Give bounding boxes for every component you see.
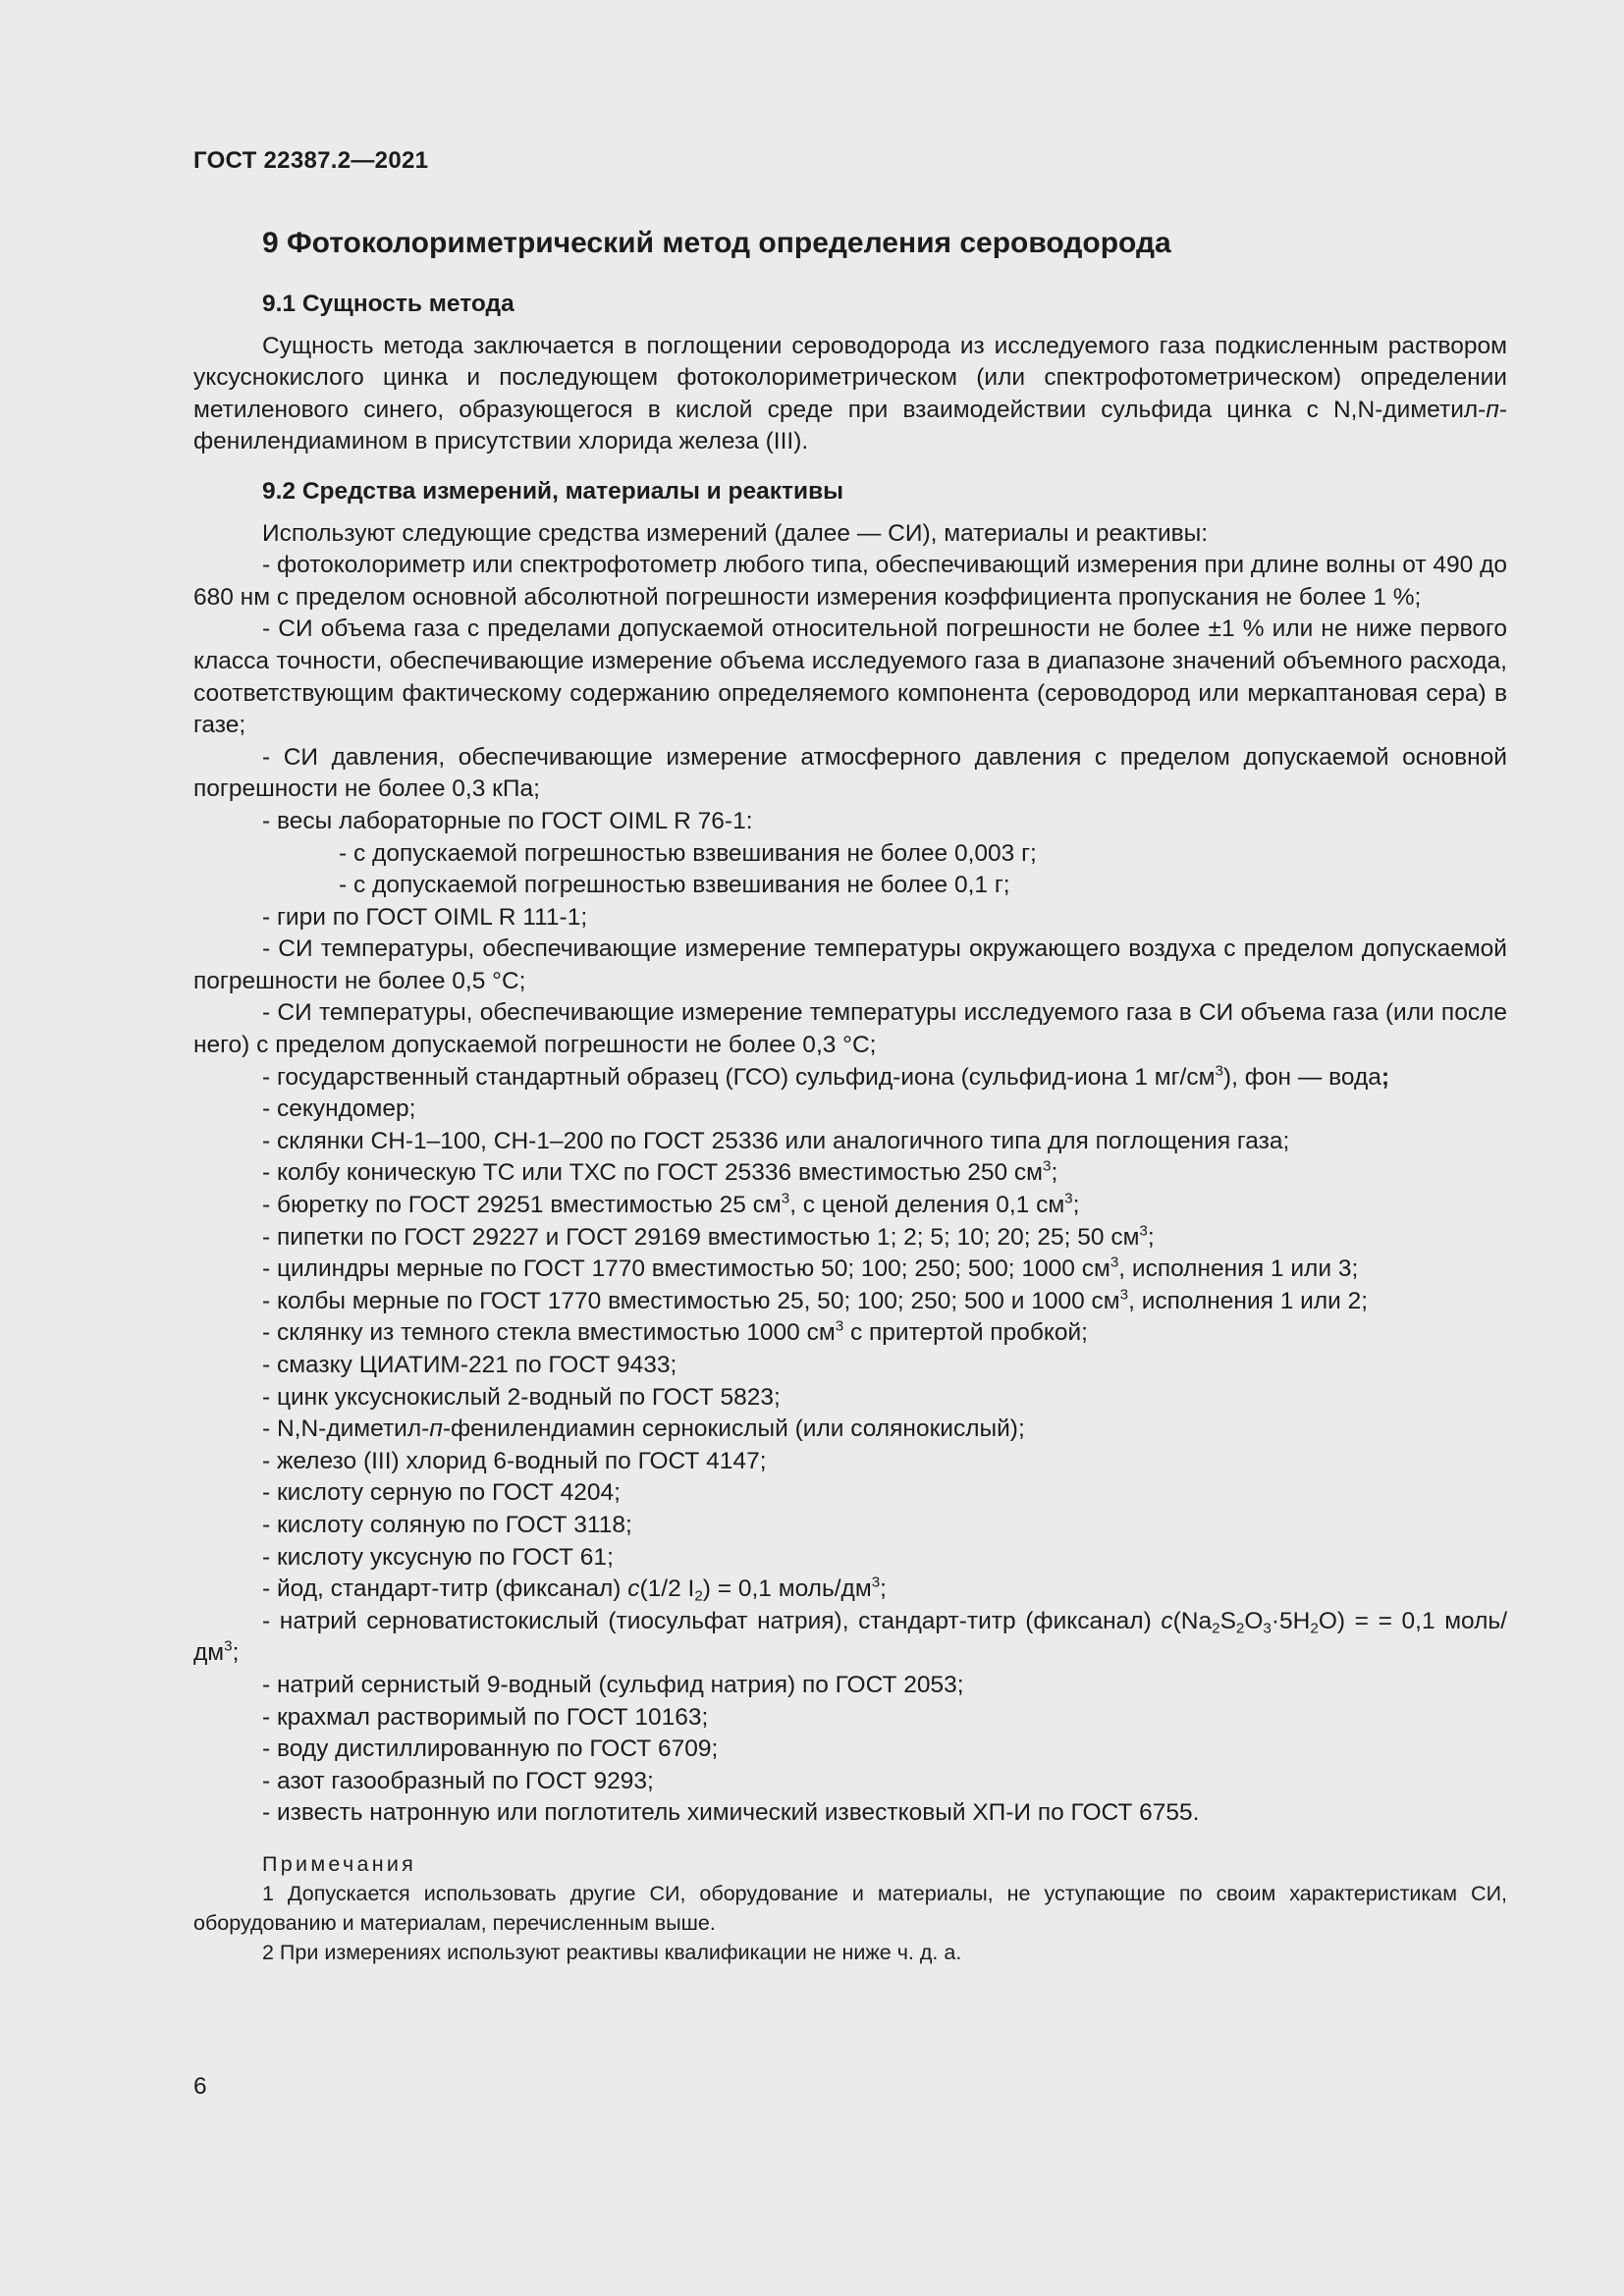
list-item: - кислоту соляную по ГОСТ 3118; [262,1511,632,1538]
list-item: - СИ температуры, обеспечивающие измерение температуры окружающего воздуха с пределом допускаемой погрешности не более 0,5 °С; [193,935,1507,994]
list-item: - склянки СН-1–100, СН-1–200 по ГОСТ 25336 или аналогичного типа для поглощения газа; [262,1127,1290,1154]
list-item: - бюретку по ГОСТ 29251 вместимостью 25 $см^3$, с ценой деления 0,1 $см^3$; [262,1190,1080,1219]
paragraph-intro: Используют следующие средства измерений (далее — СИ), материалы и реактивы: [262,519,1209,547]
list-item: - пипетки по ГОСТ 29227 и ГОСТ 29169 вместимостью 1; 2; 5; 10; 20; 25; 50 $см^3$; [262,1222,1155,1251]
list-item: - йод, стандарт-титр (фиксанал) c(1/2 $I_2) = 0,1$ моль/$дм^3$; [262,1574,887,1605]
list-item: - весы лабораторные по ГОСТ OIML R 76-1: [262,807,753,834]
notes-heading: Примечания [262,1851,417,1876]
list-item: - смазку ЦИАТИМ-221 по ГОСТ 9433; [262,1352,677,1378]
page-content [193,224,1507,1967]
list-item: - натрий серноватистокислый (тиосульфат натрия), стандарт-титр (фиксанал) $c(Na_2S_2O_3\cdot 5H_2O)$ = = 0,1 моль/$дм^3$; [193,1607,1508,1667]
list-item: - СИ объема газа с пределами допускаемой относительной погрешности не более ±1 % или не ниже первого класса точности, обеспечивающие измерение объема исследуемого газа в диапазоне значений объемного расхода, соответствующим фактическому содержанию определяемого компонента (сероводород или меркаптановая сера) в газе; [193,615,1507,739]
list-item: - N,N-диметил-п-фенилендиамин сернокислый (или солянокислый); [262,1415,1025,1443]
document-code: ГОСТ 22387.2—2021 [193,147,429,174]
list-item: - известь натронную или поглотитель химический известковый ХП-И по ГОСТ 6755. [262,1799,1200,1827]
section-title: 9 Фотоколориметрический метод определения сероводорода [262,227,1171,259]
list-item: - колбы мерные по ГОСТ 1770 вместимостью 25, 50; 100; 250; 500 и 1000 $см^3$, исполнения 1 или 2; [262,1286,1369,1314]
page-number: 6 [193,2073,207,2100]
list-item: - государственный стандартный образец (ГСО) сульфид-иона (сульфид-иона 1 $мг/см^3$), фон — вода; [262,1062,1390,1091]
list-item: - железо (III) хлорид 6-водный по ГОСТ 4147; [262,1447,767,1474]
list-item: - СИ температуры, обеспечивающие измерение температуры исследуемого газа в СИ объема газа (или после него) с пределом допускаемой погрешности не более 0,3 °С; [193,999,1507,1059]
list-item: - натрий сернистый 9-водный (сульфид натрия) по ГОСТ 2053; [262,1671,964,1698]
list-item: - азот газообразный по ГОСТ 9293; [262,1767,654,1794]
list-item: - воду дистиллированную по ГОСТ 6709; [262,1735,719,1763]
list-item: - секундомер; [262,1095,416,1123]
list-item: - фотоколориметр или спектрофотометр любого типа, обеспечивающий измерения при длине волны от 490 до 680 нм с пределом основной абсолютной погрешности измерения коэффициента пропускания не более 1 %; [193,552,1507,611]
list-item: - склянку из темного стекла вместимостью 1000 $см^3$ с притертой пробкой; [262,1318,1088,1347]
sub-list-item: - с допускаемой погрешностью взвешивания не более 0,003 г; [339,839,1037,867]
list-item: - СИ давления, обеспечивающие измерение атмосферного давления с пределом допускаемой основной погрешности не более 0,3 кПа; [193,743,1507,803]
list-item: - гири по ГОСТ OIML R 111-1; [262,903,588,931]
list-item: - колбу коническую ТС или ТХС по ГОСТ 25336 вместимостью 250 $см^3$; [262,1158,1058,1187]
subsection-title-9-1: 9.1 Сущность метода [262,291,514,317]
note-item: 2 При измерениях используют реактивы квалификации не ниже ч. д. а. [262,1940,962,1964]
list-item: - кислоту уксусную по ГОСТ 61; [262,1543,614,1571]
subsection-title-9-2: 9.2 Средства измерений, материалы и реактивы [262,477,844,505]
list-item: - крахмал растворимый по ГОСТ 10163; [262,1703,709,1731]
list-item: - цилиндры мерные по ГОСТ 1770 вместимостью 50; 100; 250; 500; 1000 $см^3$, исполнения 1 или 3; [262,1254,1359,1283]
paragraph-method-essence: Сущность метода заключается в поглощении сероводорода из исследуемого газа подкисленным раствором уксуснокислого цинка и последующем фотоколориметрическом (или спектрофотометрическом) определении метиленового синего, образующегося в кислой среде при взаимодействии сульфида цинка с N,N-диметил-п-фенилендиамином в присутствии хлорида железа (III). [193,332,1507,455]
list-item: - кислоту серную по ГОСТ 4204; [262,1479,621,1507]
list-item: - цинк уксуснокислый 2-водный по ГОСТ 5823; [262,1383,781,1411]
note-item: 1 Допускается использовать другие СИ, оборудование и материалы, не уступающие по своим характеристикам СИ, оборудованию и материалам, перечисленным выше. [193,1881,1507,1935]
sub-list-item: - с допускаемой погрешностью взвешивания не более 0,1 г; [339,872,1010,899]
